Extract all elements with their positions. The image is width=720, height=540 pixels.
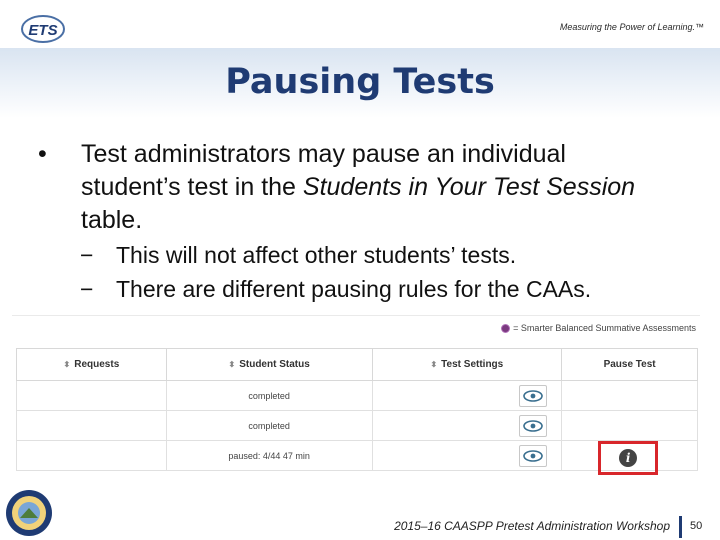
legend: = Smarter Balanced Summative Assessments [501, 323, 696, 333]
bullet-text: Test administrators may pause an individual student’s test in the Students in Your Test Session table. [81, 140, 636, 234]
slide-title: Pausing Tests [225, 62, 495, 102]
column-header-requests[interactable]: ⬍ Requests [17, 349, 167, 381]
table-row [17, 411, 698, 441]
table-row [17, 381, 698, 411]
student-session-table-screenshot [12, 315, 700, 475]
student-status: completed [166, 381, 372, 411]
view-settings-button[interactable] [519, 385, 547, 407]
footer-divider [679, 516, 682, 538]
view-settings-button[interactable] [519, 445, 547, 467]
column-header-student-status[interactable]: ⬍ Student Status [166, 349, 372, 381]
eye-icon [523, 390, 543, 402]
state-seal-icon [4, 488, 54, 538]
page-number: 50 [690, 520, 703, 532]
info-icon: i [619, 449, 637, 467]
legend-dot-icon [501, 324, 510, 333]
footer-text: 2015–16 CAASPP Pretest Administration Workshop [394, 519, 670, 533]
eye-icon [523, 450, 543, 462]
student-status: completed [166, 411, 372, 441]
svg-text:ETS: ETS [28, 22, 58, 39]
sort-icon: ⬍ [228, 360, 236, 369]
column-header-pause-test: Pause Test [562, 349, 698, 381]
eye-icon [523, 420, 543, 432]
bullet-dot: • [38, 140, 47, 168]
table-row [17, 441, 698, 471]
sort-icon: ⬍ [63, 360, 71, 369]
pause-test-button[interactable] [598, 441, 658, 475]
ets-logo [20, 14, 66, 44]
students-table [16, 348, 698, 471]
sort-icon: ⬍ [430, 360, 438, 369]
view-settings-button[interactable] [519, 415, 547, 437]
student-status: paused: 4/44 47 min [166, 441, 372, 471]
tagline: Measuring the Power of Learning.™ [559, 22, 704, 32]
column-header-test-settings[interactable]: ⬍ Test Settings [372, 349, 562, 381]
